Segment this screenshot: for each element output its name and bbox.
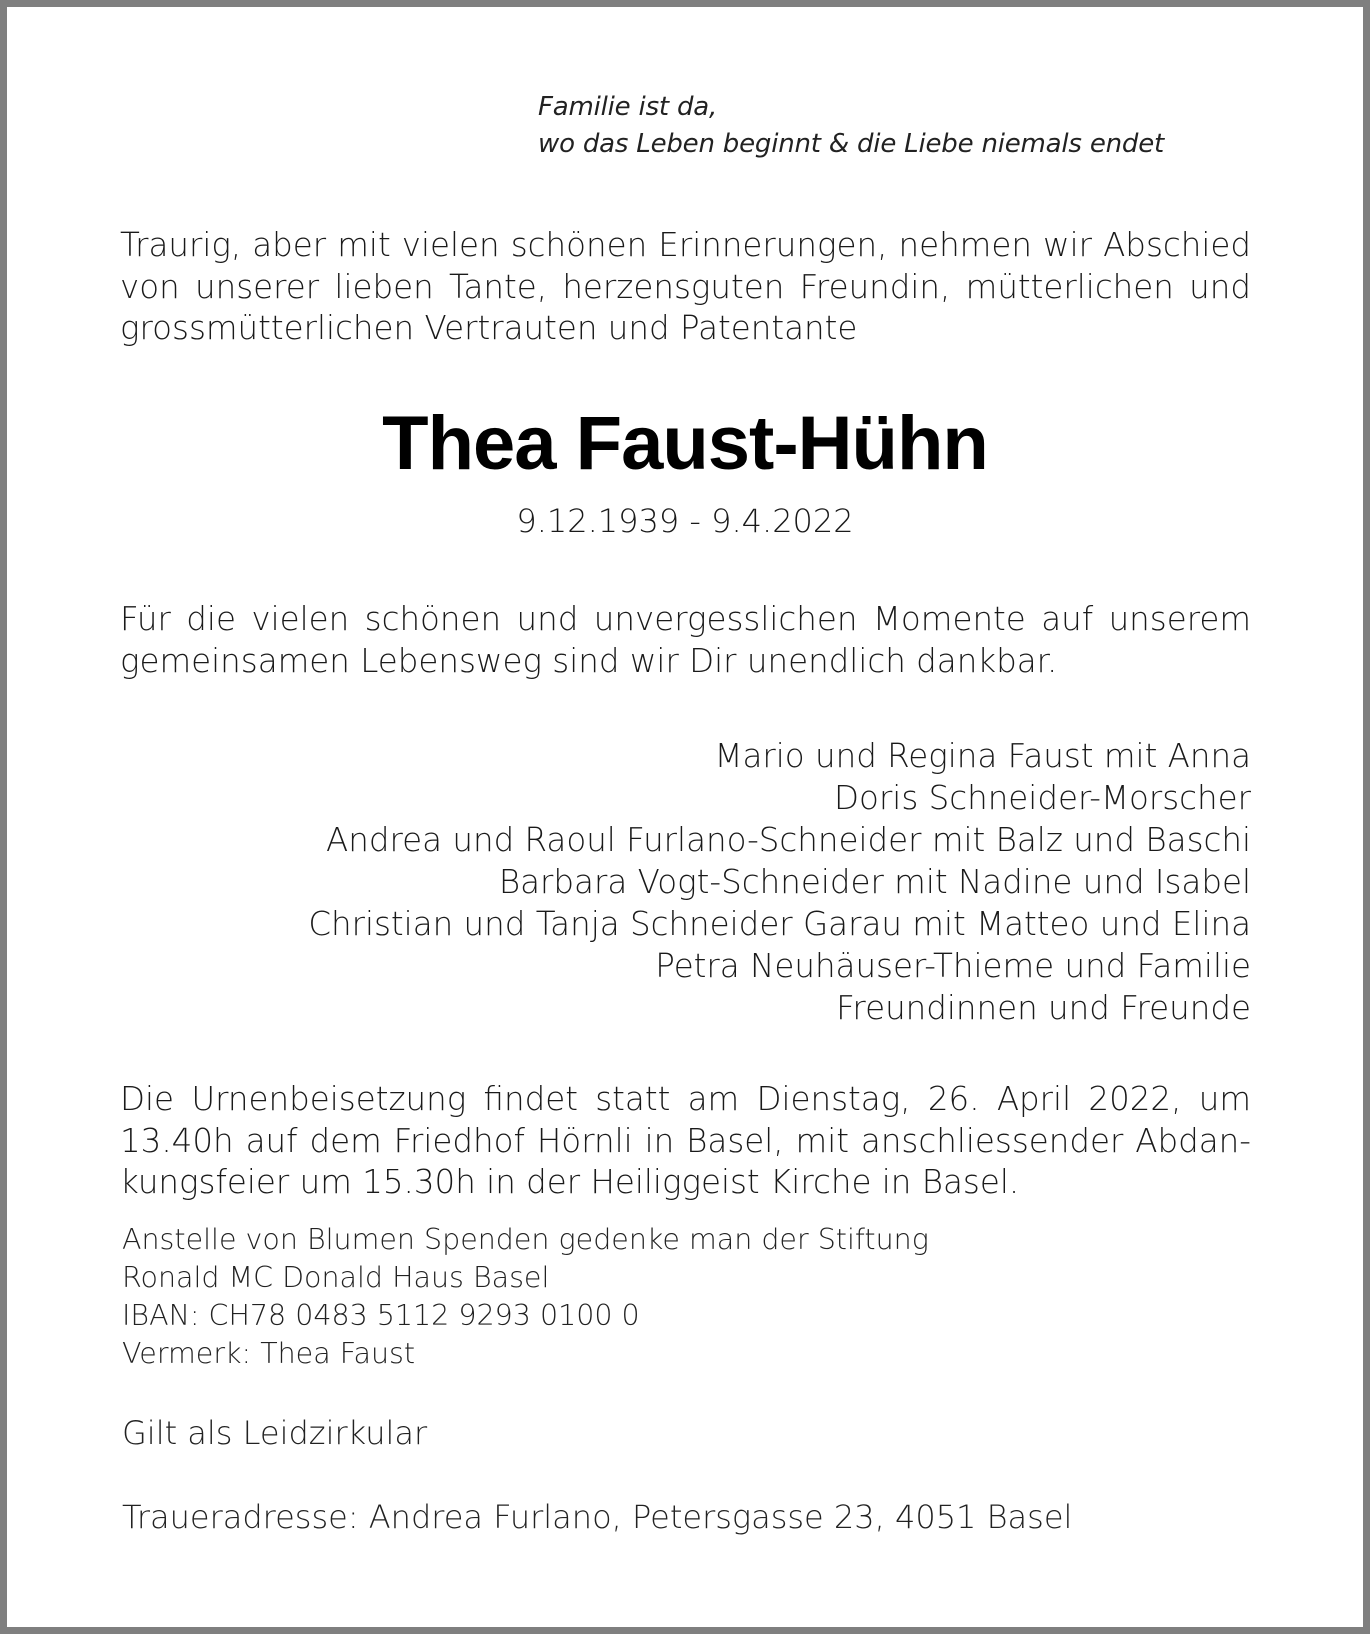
motto-quote [538,89,1164,163]
donation-line-1: Anstelle von Blumen Spenden gedenke man der Stiftung [122,1223,929,1256]
motto-line-1: Familie ist da, [538,92,718,122]
motto-line-2: wo das Leben beginnt & die Liebe niemals endet [538,129,1165,159]
mourner-line: Freundinnen und Freunde [836,989,1251,1027]
donation-reference: Vermerk: Thea Faust [122,1337,416,1370]
mourning-address: Traueradresse: Andrea Furlano, Petersgasse 23, 4051 Basel [122,1498,1073,1536]
donation-note [122,1221,929,1373]
mourner-line: Petra Neuhäuser-Thieme und Familie [655,947,1251,985]
donation-iban: IBAN: CH78 0483 5112 9293 0100 0 [122,1299,640,1332]
circular-note: Gilt als Leidzirkular [122,1414,428,1452]
mourner-line: Mario und Regina Faust mit Anna [714,737,1251,775]
intro-line-3: grossmütterlichen Vertrauten und Patentante [120,309,858,347]
intro-line-2: von unserer lieben Tante, herzensguten Freundin, mütterlichen und [120,267,1251,306]
mourner-line: Barbara Vogt-Schneider mit Nadine und Isabel [498,863,1251,901]
thanks-paragraph [120,599,1251,682]
life-dates: 9.12.1939 - 9.4.2022 [516,502,854,540]
ceremony-line-1: Die Urnenbeisetzung findet statt am Dienstag, 26. April 2022, um [120,1080,1251,1118]
mourner-line: Andrea und Raoul Furlano-Schneider mit Balz und Baschi [326,821,1251,859]
obituary-page [7,7,1363,1627]
ceremony-paragraph [120,1079,1251,1204]
intro-line-1: Traurig, aber mit vielen schönen Erinnerungen, nehmen wir Abschied [120,226,1251,264]
thanks-line-2: gemeinsamen Lebensweg sind wir Dir unendlich dankbar. [120,641,1058,680]
deceased-name: Thea Faust-Hühn [382,401,988,486]
ceremony-line-3: kungsfeier um 15.30h in der Heiliggeist Kirche in Basel. [120,1163,1020,1201]
donation-line-2: Ronald MC Donald Haus Basel [122,1261,550,1294]
intro-paragraph [120,225,1251,350]
mourners-list [308,735,1251,1029]
thanks-line-1: Für die vielen schönen und unvergesslichen Momente auf unserem [120,600,1251,638]
mourner-line: Christian und Tanja Schneider Garau mit Matteo und Elina [308,905,1251,943]
ceremony-line-2: 13.40h auf dem Friedhof Hörnli in Basel, mit anschliessender Abdan- [120,1121,1251,1160]
mourner-line: Doris Schneider-Morscher [834,779,1251,817]
